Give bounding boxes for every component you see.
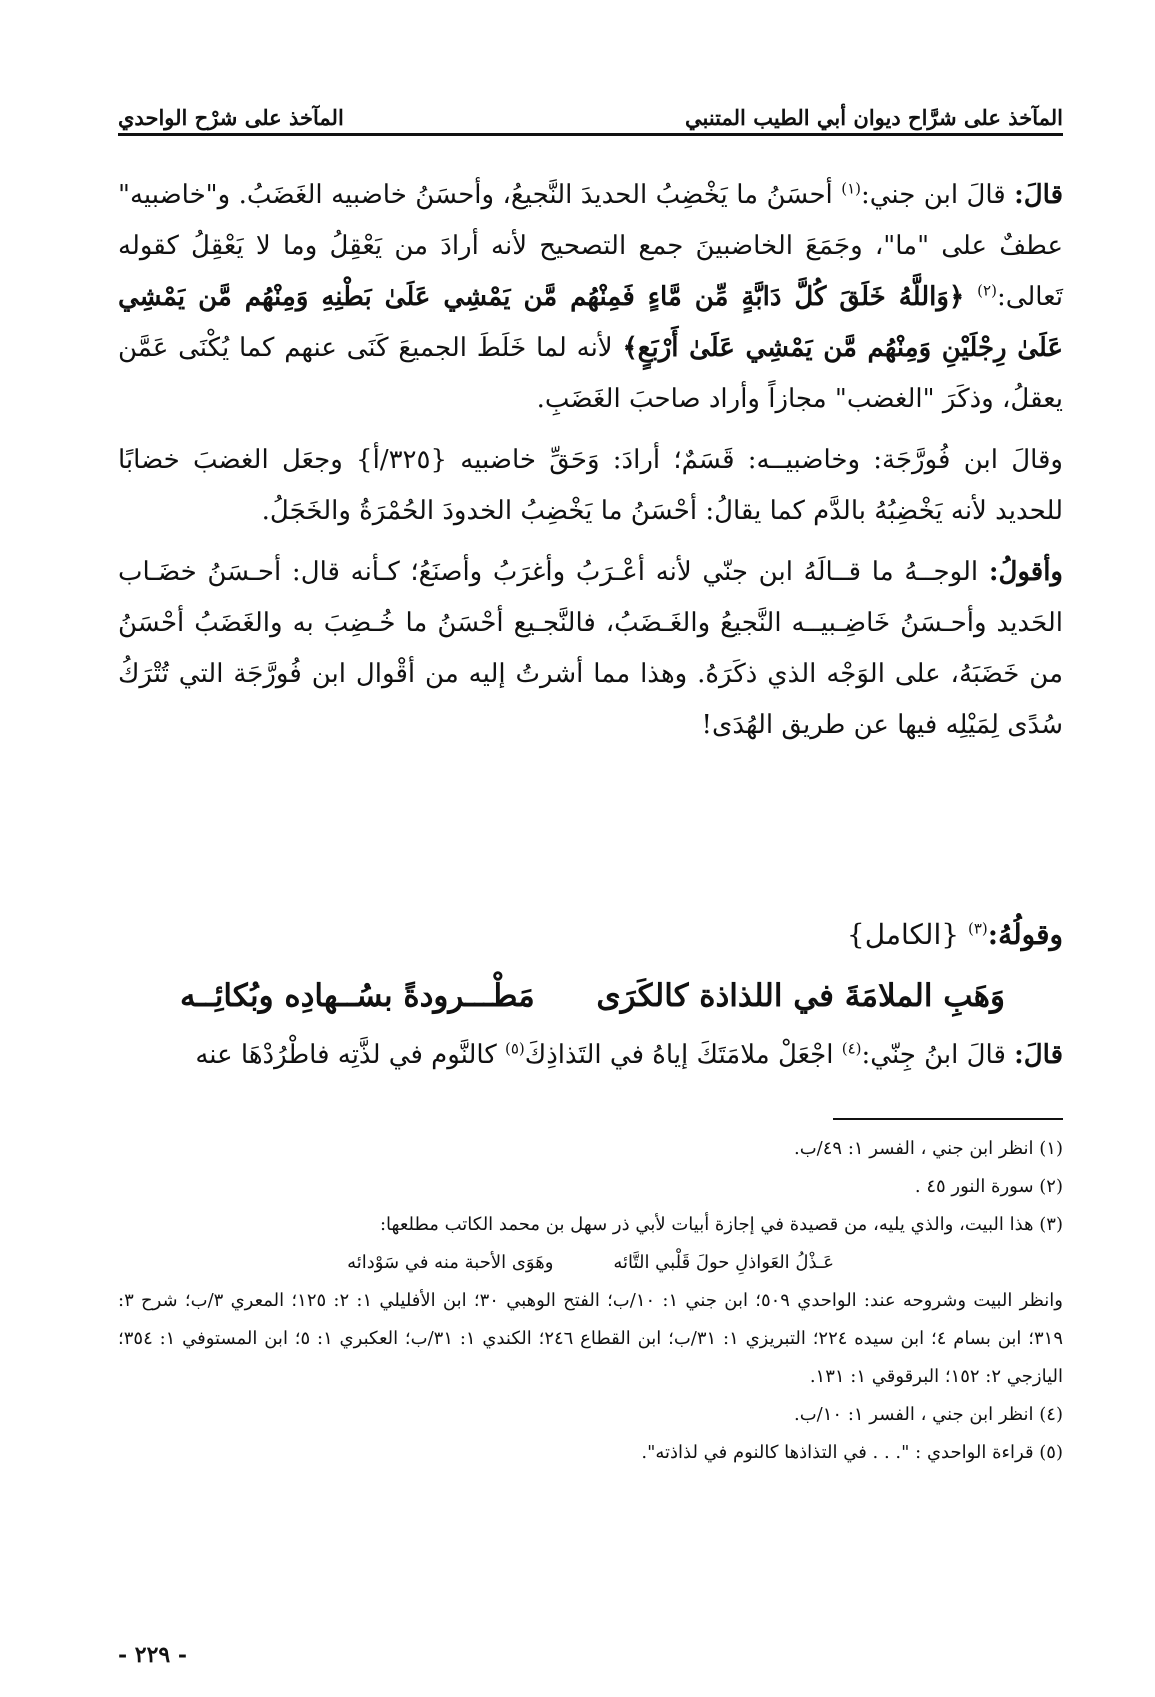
footnote-ref: (٤)	[841, 1039, 862, 1058]
footnote-ref: (٣)	[967, 919, 988, 938]
paragraph-text: كالنَّوم في لذَّتِه فاطْرُدْهَا عنه	[195, 1040, 505, 1070]
page-number: - ٢٢٩ -	[118, 1642, 188, 1668]
verse-commentary	[118, 1030, 1063, 1081]
verse-intro	[118, 918, 1063, 951]
verse-intro-label: وقولُهُ:	[987, 918, 1063, 951]
running-header	[118, 88, 1063, 130]
poetry-verse	[180, 978, 1005, 1014]
main-text	[118, 170, 1063, 751]
paragraph-ibn-furraja	[118, 435, 1063, 537]
paragraph-ibn-jinni	[118, 170, 1063, 425]
header-book-title: المآخذ على شرَّاح ديوان أبي الطيب المتنبي	[685, 105, 1063, 130]
paragraph-text: الوجــهُ ما قــالَهُ ابن جنّي لأنه أعْـرَبُ وأغرَبُ وأصنَعُ؛ كـأنه قال: أحـسَنُ خضَـاب الحَديد وأحـسَنُ خَاضِـبيــه النَّجيعُ والغَـضَبُ، فالنَّجـيع أحْسَنُ ما خُـضِبَ به والغَضَبُ أحْسَنُ من خَضَبَهُ، على الوَجْه الذي ذكَرَهُ. وهذا مما أشرتُ إليه من أقْوال ابن فُورَّجَة التي تُتْرَكُ سُدًى لِمَيْلِه فيها عن طريق الهُدَى!	[118, 557, 1064, 740]
footnote-divider	[833, 1118, 1063, 1120]
paragraph-text: لأنه لما خَلَطَ الجميعَ كَنَى عنهم كما يُكْنَى عَمَّن يعقلُ، وذكَرَ "الغضب" مجازاً وأراد صاحبَ الغَضَبِ.	[118, 333, 1063, 414]
paragraph-lead: وأقولُ:	[988, 557, 1063, 587]
paragraph-text: قالَ ابن جني:	[861, 180, 1015, 210]
footnote-3-references: وانظر البيت وشروحه عند: الواحدي ٥٠٩؛ ابن جني ١: ١٠/ب؛ الفتح الوهبي ٣٠؛ ابن الأفليلي ١: ٢: ١٢٥؛ المعري ٣/ب؛ شرح ٣: ٣١٩؛ ابن بسام ٤؛ ابن سيده ٢٢٤؛ التبريزي ١: ٣١/ب؛ ابن القطاع ٢٤٦؛ الكندي ١: ٣١/ب؛ العكبري ١: ٥؛ ابن المستوفي ١: ٣٥٤؛ اليازجي ٢: ١٥٢؛ البرقوقي ١: ١٣١.	[118, 1290, 1063, 1387]
quran-quote: ﴿وَاللَّهُ خَلَقَ كُلَّ دَابَّةٍ مِّن مَّاءٍ فَمِنْهُم مَّن يَمْشِي عَلَىٰ بَطْنِهِ وَمِنْهُم مَّن يَمْشِي عَلَىٰ رِجْلَيْنِ وَمِنْهُم مَّن يَمْشِي عَلَىٰ أَرْبَعٍ﴾	[118, 282, 1063, 363]
footnote-ref: (٥)	[505, 1039, 525, 1058]
footnote-ref: (٢)	[977, 281, 997, 300]
paragraph-text: وقالَ ابن فُورَّجَة: وخاضبيــه: قَسَمٌ؛ أرادَ: وَحَقِّ خاضبيه {٣٢٥/أ} وجعَل الغضبَ خضابًا للحديد لأنه يَخْضِبُهُ بالدَّم كما يقالُ: أحْسَنُ ما يَخْضِبُ الخدودَ الحُمْرَةُ والخَجَلُ.	[118, 445, 1063, 526]
header-divider	[118, 133, 1063, 136]
footnote-5: (٥) قراءة الواحدي : ". . . في التذاذها كالنوم في لذاذته".	[641, 1442, 1063, 1463]
paragraph-text: قالَ ابنُ جِنّي:	[861, 1040, 1015, 1070]
footnote-4: (٤) انظر ابن جني ، الفسر ١: ١٠/ب.	[794, 1404, 1063, 1425]
footnote-2: (٢) سورة النور ٤٥ .	[914, 1176, 1063, 1197]
paragraph-text: أحسَنُ ما يَخْضِبُ الحديدَ النَّجيعُ، وأحسَنُ خاضبيه الغَضَبُ. و"خاضبيه" عطفٌ على "ما"، وجَمَعَ الخاضبينَ جمع التصحيح لأنه أرادَ من يَعْقِلُ وما لا يَعْقِلُ كقوله تَعالى:	[118, 180, 1063, 312]
paragraph-lead: قالَ:	[1014, 180, 1063, 210]
paragraph-author-opinion	[118, 547, 1063, 751]
verse-first-hemistich: وَهَبِ الملامَةَ في اللذاذة كالكَرَى	[596, 978, 1005, 1014]
footnotes	[118, 1130, 1063, 1472]
footnote-verse-second: وهَوَى الأحبة منه في سَوْدائه	[347, 1252, 554, 1273]
verse-meter: {الكامل}	[846, 918, 960, 951]
footnote-ref: (١)	[841, 179, 861, 198]
footnote-3-verse	[118, 1244, 1063, 1282]
header-section-title: المآخذ على شرْح الواحدي	[118, 105, 344, 130]
paragraph-lead: قالَ:	[1014, 1040, 1063, 1070]
footnote-verse-first: عَـذْلُ العَواذلِ حولَ قَلْبي التَّائه	[613, 1252, 834, 1273]
footnote-3-intro: (٣) هذا البيت، والذي يليه، من قصيدة في إجازة أبيات لأبي ذر سهل بن محمد الكاتب مطلعها:	[379, 1214, 1063, 1235]
verse-second-hemistich: مَطْـــرودةً بسُــهادِه وبُكائِــه	[180, 978, 535, 1014]
footnote-1: (١) انظر ابن جني ، الفسر ١: ٤٩/ب.	[794, 1138, 1063, 1159]
paragraph-text: اجْعَلْ ملامَتَكَ إياهُ في التَذاذِكَ	[524, 1040, 842, 1070]
